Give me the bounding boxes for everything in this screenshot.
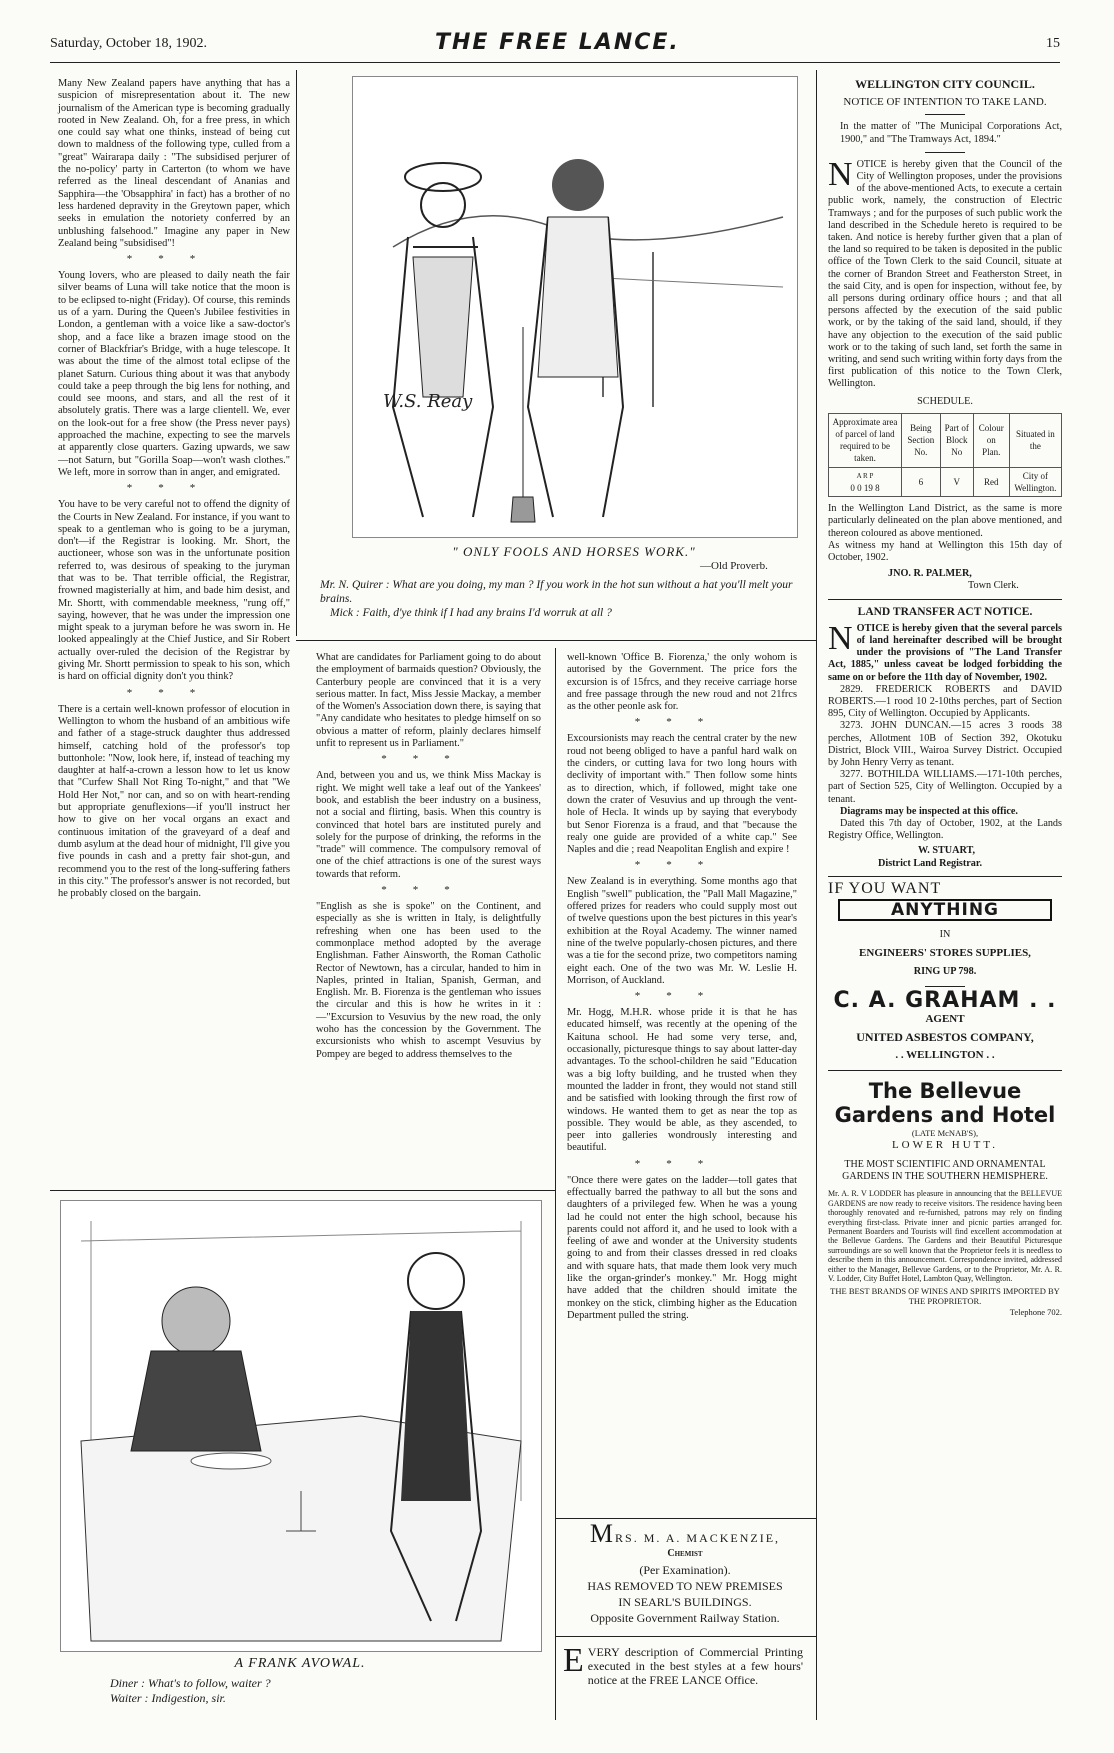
paragraph-pall-mall: New Zealand is in everything. Some months ago that English "swell" publication, the "Pall Mall Magazine," offered prizes for readers who could supply most out of twelve questions upon the best pictures in this year's exhibition at the Royal Academy. The winner named nine of the twelve popularly-chosen pictures, and there was a tie for the second prize, two competitors naming eight each. One of the two was Mr. W. Leslie H. Morrison, of Auckland. [567, 876, 797, 986]
land-item: 3273. JOHN DUNCAN.—15 acres 3 roods 38 perches, Allotment 10B of Section 392, Okotuku District, Block VIII., Wairoa Survey District. Occupied by John Henry Verry as tenant. [828, 720, 1062, 768]
rule [925, 152, 965, 153]
section-divider: *** [126, 686, 222, 699]
land-item: 3277. BOTHILDA WILLIAMS.—171-10th perches, part of Section 525, City of Wellington. Occupied by a tenant. [828, 769, 1062, 805]
mackenzie-premises: IN SEARL'S BUILDINGS. [618, 1595, 752, 1609]
paragraph-hogg: Mr. Hogg, M.H.R. whose pride it is that he has educated himself, was recently at the opening of the Kaituna school. He had some very terse, and, occasionally, picturesque things to say about latter-day advantages. To the school-children he said "Education was a big lofty building, and he trusted when they mounted the ladder in front, they would not stand still and be satisfied with looking through the first row of windows. He wanted them to get as near the top as possible. They would be able, as they ascended, to peer into galleries wondrously interesting and beautiful. [567, 1007, 797, 1154]
column-rule [816, 70, 817, 1720]
section-divider: *** [634, 859, 730, 872]
column-notices [828, 78, 1062, 1319]
mackenzie-exam: (Per Examination). [639, 1563, 731, 1577]
section-divider: *** [126, 482, 222, 495]
land-dated: Dated this 7th day of October, 1902, at the Lands Registry Office, Wellington. [828, 817, 1062, 842]
cartoon-illustration [353, 77, 797, 537]
rule [925, 114, 965, 115]
land-role: District Land Registrar. [878, 857, 983, 869]
column-middle [316, 652, 541, 1061]
council-signatory: JNO. R. PALMER, [888, 568, 972, 580]
land-transfer-intro: OTICE is hereby given that the several parcels of land hereinafter described will be brought under the provisions of "The Land Transfer Act, 1885," unless caveat be lodged forbidding the same on or before the 11th day of November, 1902. [828, 622, 1062, 683]
dialogue-diner: Diner : What's to follow, waiter ? [110, 1676, 271, 1690]
printing-advert [563, 1642, 803, 1687]
rule [925, 986, 965, 987]
paragraph-courts: You have to be very careful not to offend the dignity of the Courts in New Zealand. For instance, if you want to speak to a gentleman who is going to be a juryman, don't—if the Registrar is looking. Mr. Short, the auctioneer, whose son was in the unfortunate position referred to, was desirous of speaking to the juryman that was to be. That terrible official, the Registrar, frowned magisterially at him, and bade him desist, and Mr. Shortt, with commendable meekness, "rung off," saying, however, that he was under the impression one might speak to a juryman before he was sworn in. He looked appealingly at the Chief Justice, and Sir Robert actually over-ruled the decision of the Registrar by giving Mr. Shortt permission to speak to his son, which is hard on official dignity don't you think? [58, 499, 290, 683]
council-district: In the Wellington Land District, as the same is more particularly delineated on the plan above mentioned, and thereon coloured as above mentioned. [828, 503, 1062, 539]
table-cell [829, 467, 902, 496]
anything-supplies: ENGINEERS' STORES SUPPLIES, [859, 947, 1031, 960]
cartoon-only-fools [352, 76, 798, 538]
land-diagrams: Diagrams may be inspected at this office. [840, 805, 1018, 817]
cartoon-illustration [61, 1201, 541, 1651]
mackenzie-location: Opposite Government Railway Station. [590, 1611, 780, 1625]
paragraph-mackay: And, between you and us, we think Miss Mackay is right. We might well take a leaf out of the Yankees' book, and establish the beer industry on a business, not a social and flirting, basis. When this country is convinced that hotel bars are instituted purely and solely for the purpose of drinking, the reforms in the "trade" will commence. The compulsory removal of one of the chief attractions is one of the surest ways towards that reform. [316, 770, 541, 880]
cartoon-caption: " ONLY FOOLS AND HORSES WORK." [452, 544, 696, 559]
paragraph-fiorenza: well-known 'Office B. Fiorenza,' the only wohom is autorised by the Government. The price fors the excursion is of 15frcs, and they receive carriage horse and free passage through the new roud and not 21frcs as the other peonle ask for. [567, 652, 797, 713]
masthead-rule [50, 62, 1060, 63]
cartoon-proverb: —Old Proverb. [700, 560, 768, 572]
schedule-title: SCHEDULE. [917, 395, 973, 407]
mackenzie-removed: HAS REMOVED TO NEW PREMISES [587, 1579, 783, 1593]
cartoon2-dialogue [110, 1676, 510, 1706]
cartoon-dialogue [320, 578, 798, 620]
anything-box: ANYTHING [838, 899, 1052, 921]
table-header: Situated in the [1009, 413, 1061, 467]
graham-company: UNITED ASBESTOS COMPANY, [856, 1030, 1034, 1045]
land-item: 2829. FREDERICK ROBERTS and DAVID ROBERTS.—1 rood 10 2-10ths perches, part of Section 895, City of Wellington. Occupied by Applicants. [828, 683, 1062, 720]
table-header: Being Section No. [901, 413, 940, 467]
area-units: A R P [856, 471, 874, 480]
page-number: 15 [1046, 36, 1060, 51]
section-divider: *** [634, 716, 730, 729]
table-header: Part of Block No [940, 413, 973, 467]
section-divider: *** [634, 1157, 730, 1170]
table-row [829, 413, 1062, 467]
council-subheading: NOTICE OF INTENTION TO TAKE LAND. [843, 96, 1047, 109]
mackenzie-name [560, 1519, 810, 1548]
land-transfer-intro-block [828, 619, 1062, 684]
table-cell: Red [973, 467, 1009, 496]
anything-lead: IF YOU WANT [828, 879, 942, 897]
anything-in: IN [939, 929, 951, 941]
newspaper-title: THE FREE LANCE. [435, 30, 680, 55]
council-heading: WELLINGTON CITY COUNCIL. [855, 77, 1035, 91]
land-signatory: W. STUART, [918, 845, 976, 857]
section-divider: *** [126, 253, 222, 266]
section-divider: *** [381, 884, 476, 897]
rule [828, 876, 1062, 877]
drop-cap: N [828, 155, 853, 193]
printing-text: VERY description of Commercial Printing executed in the best styles at a few hours' notice at the FREE LANCE Office. [587, 1645, 803, 1687]
schedule-table [828, 413, 1062, 497]
table-header: Colour on Plan. [973, 413, 1009, 467]
section-divider: *** [634, 990, 730, 1003]
issue-date: Saturday, October 18, 1902. [50, 36, 207, 51]
drop-cap: M [589, 1519, 616, 1548]
table-header: Approximate area of parcel of land required to be taken. [829, 413, 902, 467]
bellevue-place: LOWER HUTT. [891, 1138, 999, 1151]
graham-agent: AGENT [925, 1013, 965, 1025]
paragraph-vesuvius: Excoursionists may reach the central crater by the new roud not beeng obliged to have a panful hard walk on the cinders, or cutting lava for two long hours with declivity of important with." Then follow some hints as to direction, which, if followed, might take one down the crater of Vesuvius and up through the vent-hole of Hecla. It winds up by saying that everybody but Senor Fiorenza is a fraud, and that "because the realy one guide are provided of a white cap." See Naples and die ; read Neapolitan English and expire ! [567, 733, 797, 856]
table-row [829, 467, 1062, 496]
column-right-text [567, 652, 797, 1322]
paragraph-journalism: Many New Zealand papers have anything that has a suspicion of misrepresentation about it. The new journalism of the American type is becoming gradually rooted in New Zealand. Oh, for a free press, in which one could say what one thinks, instead of being cut down to maldness of the following type, culled from a "great" Wairarapa daily : "The subsidised perjurer of the no-policy' party in Carterton (to whom we have referred as the lineal descendant of Ananias and Sapphira—the 'Obsapphira' in fact) has a brother of no less hardened depravity in the Greytown paper, which seeks in emulation the notoriety conferred by an unblushing falsehood." Imagine any paper in New Zealand being "subsidised"! [58, 78, 290, 249]
table-cell: City of Wellington. [1009, 467, 1061, 496]
land-transfer-heading: LAND TRANSFER ACT NOTICE. [857, 605, 1033, 618]
council-matter: In the matter of "The Municipal Corporations Act, 1900," and "The Tramways Act, 1894." [840, 121, 1062, 145]
dialogue-mick: Mick : Faith, d'ye think if I had any brains I'd worruk at all ? [330, 607, 612, 619]
dialogue-waiter: Waiter : Indigestion, sir. [110, 1691, 226, 1705]
column-rule [296, 70, 297, 636]
paragraph-english-spoke: "English as she is spoke" on the Continent, and especially as she is written in Italy, is delightfully refreshing when one has been used to the commonplace method adopted by the average Englishman. Father Ainsworth, the Roman Catholic Rector of Newtown, has a circular, handed to him in Naples, printed in Italian, Spanish, German, and English. Mr. B. Fiorenza is the gentleman who issues the circular and this is how he writes in it :—"Excursion to Vesuvius by the new road, the only woho has the concession by the Government. The excursionists who whish to ascempt Vesuvius by Pompey are beged to address themselves to the [316, 901, 541, 1060]
paragraph-eclipse: Young lovers, who are pleased to daily neath the fair silver beams of Luna will take notice that the moon is to be eclipsed to-night (Friday). Of course, this reminds us of a yarn. During the Queen's Jubilee festivities in London, a gentleman with a voice like a saw-doctor's shop, and a face like a brazen image stood on the corner of Blackfriar's Bridge, with a huge telescope. It was about the time of the almost total eclipse of the planet Saturn. Curious thing about it was that anybody could take a peep through the big lens for nothing, and could see moons, and stars, and all the rest of it absolutely gratis. There was a large clientell. We, ever on the look-out for a free show (the Press never pays) approached the machine, expecting to see the marvels at apparently close quarters. Gazing upwards, we saw—not Saturn, but "Gorilla Soap—won't wash clothes." We left, more in sorrow than in anger, and emigrated. [58, 270, 290, 478]
bellevue-brands: THE BEST BRANDS OF WINES AND SPIRITS IMPORTED BY THE PROPRIETOR. [830, 1286, 1060, 1307]
bellevue-body: Mr. A. R. V LODDER has pleasure in announcing that the BELLEVUE GARDENS are now ready to receive visitors. The residence having been thoroughly renovated and re-furnished, patrons may rely on finding everything first-class. Private inner and picnic parties arranged for. Permanent Boarders and Tourists will find excellent accommodation at the Bellevue Gardens. The Gardens and their Beautiful Picturesque surroundings are so well known that the Proprietor feels it is needless to describe them in this announcement. Correspondence invited, addressed either to the Manager, Bellevue Gardens, or to the Proprietor, Mr. A. R. V. Lodder, City Buffet Hotel, Lambton Quay, Wellington. [828, 1189, 1062, 1284]
rule [828, 1070, 1062, 1071]
cartoon-frank-avowal [60, 1200, 542, 1652]
graham-name: C. A. GRAHAM . . [833, 987, 1057, 1013]
drop-cap: N [828, 619, 853, 657]
anything-ring: RING UP 798. [913, 965, 977, 977]
cartoon2-caption: A FRANK AVOWAL. [234, 1656, 366, 1671]
mackenzie-name-text: RS. M. A. MACKENZIE, [615, 1531, 781, 1545]
mackenzie-chemist: Chemist [667, 1548, 703, 1559]
council-witness: As witness my hand at Wellington this 15th day of October, 1902. [828, 539, 1062, 563]
paragraph-barmaids: What are candidates for Parliament going to do about the employment of barmaids question? Obviously, the Canterbury people are convinced that it is a very serious matter. In fact, Miss Jessie Mackay, a member of the Women's Association down there, is saying that "Any candidate who hesitates to pledge himself on so obvious a matter of reform, plainly declares himself unfit to represent us in Parliament." [316, 652, 541, 750]
masthead [50, 30, 1060, 60]
section-rule [296, 640, 816, 641]
bellevue-phone: Telephone 702. [1009, 1307, 1062, 1318]
section-rule [50, 1190, 555, 1191]
rule [828, 599, 1062, 600]
paragraph-toll-gates: "Once there were gates on the ladder—toll gates that effectually barred the pathway to all but the sons and daughters of a privileged few. When he was a young lad he could not enter the high school, because his parents could not afford it, and he used to look with a feeling of awe and wonder at the University students going to and from their classes dressed in red cloaks and with square hats, that made them look very much like the organ-grinder's monkey." Mr. Hogg might have added that the children should imitate the monkey on the stick, climbing higher as the Education Department pulled the string. [567, 1174, 797, 1321]
table-cell: 6 [901, 467, 940, 496]
section-divider: *** [381, 753, 476, 766]
graham-city: . . WELLINGTON . . [895, 1049, 995, 1062]
council-role: Town Clerk. [968, 580, 1019, 592]
mackenzie-advert [560, 1519, 810, 1626]
column-rule [555, 648, 556, 1720]
paragraph-elocution: There is a certain well-known professor of elocution in Wellington to whom the husband of an ambitious wife and father of a stage-struck daughter thus addressed himself, catching hold of the professor's top buttonhole: "Now, look here, if, instead of teaching my daughter at half-a-crown a lesson how to let us know that "Curfew Shall Not Ring To-night," and that "We Hold Her Not," nor can, and so on with heart-rending but appropriate genuflexions—if you'll instruct her how to give on her vocal organs an exact and continuous imitation of the graveyard of a deaf and dumb asylum at the dead hour of midnight, I'll give you five pounds in cash and a pretty fair shot-gun, and recommend you to the rest of the long-suffering fathers in this city." The professor's answer is not recorded, but he probably closed on the bargain. [58, 703, 290, 900]
section-rule [555, 1636, 816, 1637]
bellevue-title: The Bellevue Gardens and Hotel [834, 1078, 1056, 1127]
bellevue-tagline: THE MOST SCIENTIFIC AND ORNAMENTAL GARDENS IN THE SOUTHERN HEMISPHERE. [842, 1159, 1048, 1183]
drop-cap: E [563, 1642, 584, 1679]
artist-signature: W.S. Reay [383, 391, 473, 412]
council-body: OTICE is hereby given that the Council of the City of Wellington proposes, under the provisions of the above-mentioned Acts, to execute a certain public work, namely, the construction of Electric Tramways ; and for the purposes of such public work the land described in the Schedule hereto is required to be taken. And notice is hereby further given that a plan of the land so required to be taken is deposited in the public office of the Town Clerk to the said Council, situate at the corner of Brandon Street and Featherston Street, in the said City, and is open for inspection, without fee, by all persons during ordinary office hours ; and that all persons affected by the execution of the said public work, or by the taking of the said land, should, if they have any objection to the execution of the said public work or to the taking of such land, set forth the same in writing, and send such writing within forty days from the first publication of this notice to the Town Clerk, Wellington. [828, 158, 1062, 390]
area-value: 0 0 19 8 [850, 482, 880, 493]
column-left [58, 78, 290, 900]
dialogue-quirer: Mr. N. Quirer : What are you doing, my man ? If you work in the hot sun without a hat you'll melt your brains. [320, 579, 793, 605]
council-body-block [828, 155, 1062, 391]
table-cell: V [940, 467, 973, 496]
bellevue-late: (LATE McNAB'S), [911, 1127, 979, 1138]
